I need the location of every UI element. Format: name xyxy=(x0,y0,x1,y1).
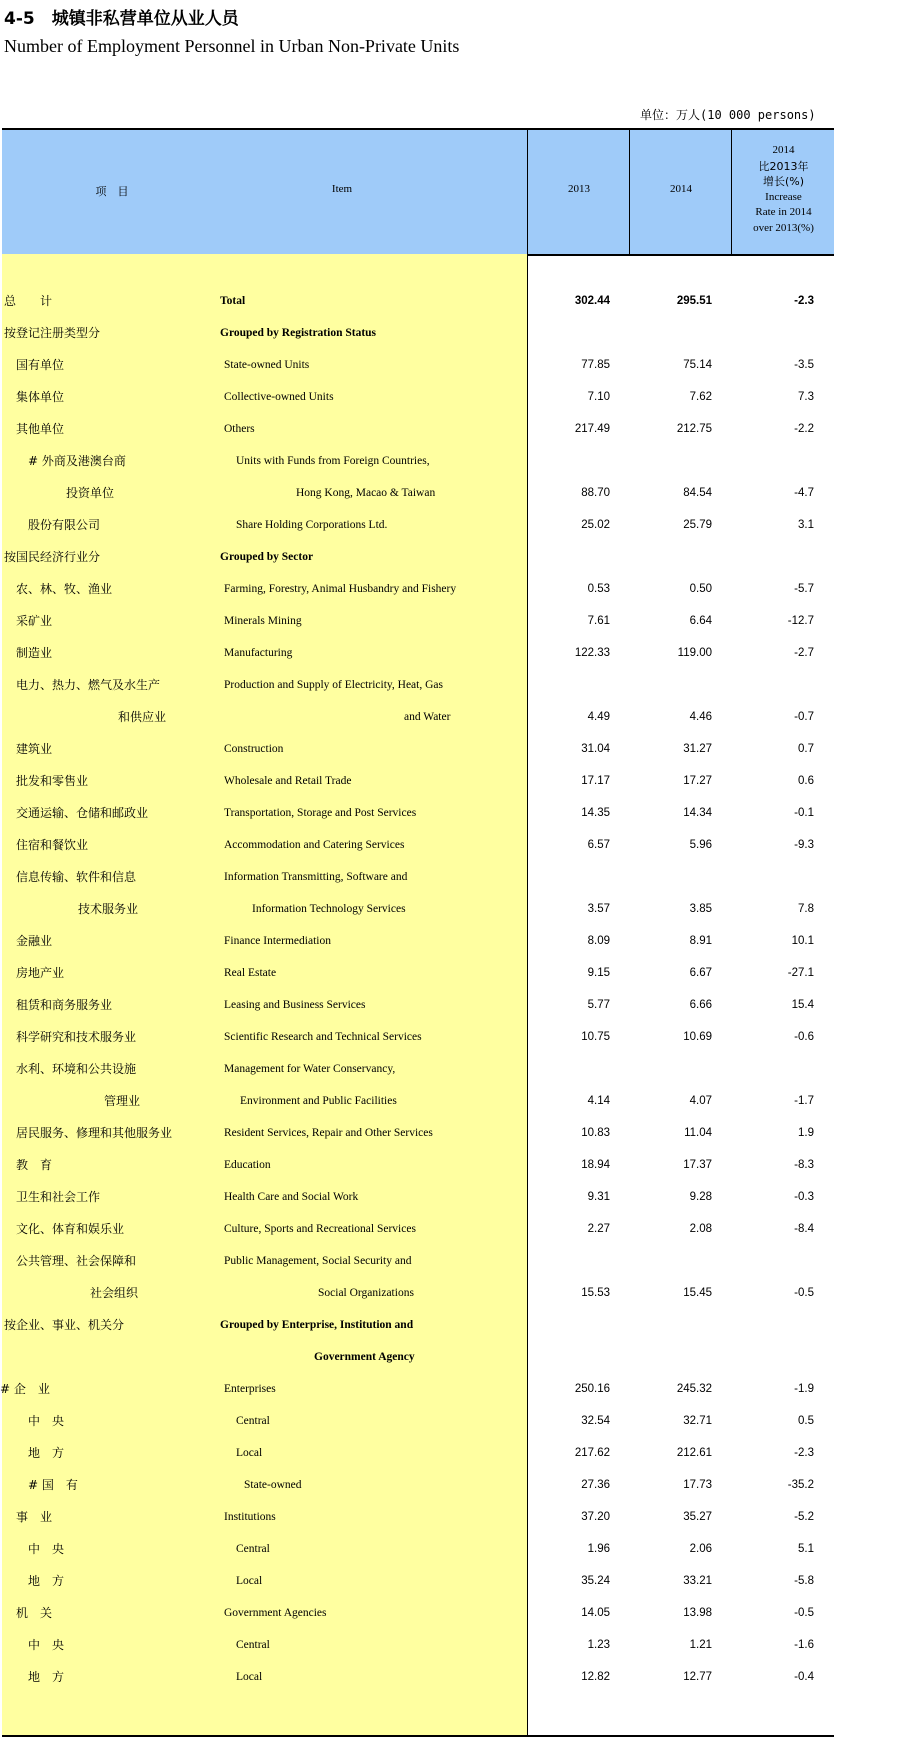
value-2014: 25.79 xyxy=(683,519,712,531)
value-2014: 7.62 xyxy=(689,391,712,403)
row-label-en: Health Care and Social Work xyxy=(224,1191,359,1203)
row-label-cn: 社会组织 xyxy=(90,1286,139,1300)
value-rate: -2.3 xyxy=(794,1447,814,1459)
row-label-cn: 其他单位 xyxy=(16,422,65,436)
table-row xyxy=(0,989,834,1021)
row-label-en: Wholesale and Retail Trade xyxy=(224,775,352,787)
row-label-en: Share Holding Corporations Ltd. xyxy=(236,519,388,531)
value-rate: 5.1 xyxy=(798,1543,814,1555)
value-2014: 119.00 xyxy=(677,647,712,659)
value-2013: 10.75 xyxy=(581,1031,610,1043)
row-label-en: Culture, Sports and Recreational Services xyxy=(224,1223,416,1235)
value-2014: 8.91 xyxy=(689,935,712,947)
row-label-en: Collective-owned Units xyxy=(224,391,334,403)
table-row xyxy=(0,1629,834,1661)
row-label-en: Local xyxy=(236,1575,263,1587)
value-2013: 2.27 xyxy=(587,1223,610,1235)
value-2013: 14.35 xyxy=(581,807,610,819)
row-label-cn: 租赁和商务服务业 xyxy=(16,998,113,1012)
value-2013: 4.14 xyxy=(587,1095,610,1107)
row-label-en: Local xyxy=(236,1447,263,1459)
row-label-cn: 教 育 xyxy=(16,1158,53,1172)
row-label-en: Information Transmitting, Software and xyxy=(224,871,408,883)
row-label-cn: 股份有限公司 xyxy=(28,518,101,532)
table-row xyxy=(0,957,834,989)
table-row xyxy=(0,1245,834,1277)
row-label-en: Construction xyxy=(224,743,284,755)
row-label-cn: 事 业 xyxy=(16,1510,53,1524)
value-2013: 9.31 xyxy=(587,1191,610,1203)
row-label-cn: 按企业、事业、机关分 xyxy=(4,1318,125,1332)
table-row xyxy=(0,1181,834,1213)
table-row xyxy=(0,1373,834,1405)
value-2014: 9.28 xyxy=(689,1191,712,1203)
row-label-en: Enterprises xyxy=(224,1383,276,1395)
value-rate: -0.1 xyxy=(794,807,814,819)
table-row xyxy=(0,381,834,413)
value-2013: 35.24 xyxy=(581,1575,610,1587)
value-2013: 27.36 xyxy=(581,1479,610,1491)
value-rate: -1.9 xyxy=(794,1383,814,1395)
table-row xyxy=(0,605,834,637)
value-2014: 5.96 xyxy=(689,839,712,851)
row-label-cn: 采矿业 xyxy=(16,614,53,628)
table-row xyxy=(0,477,834,509)
value-2014: 32.71 xyxy=(683,1415,712,1427)
value-2013: 217.49 xyxy=(574,423,610,435)
row-label-en: Central xyxy=(236,1415,270,1427)
row-label-cn: 地 方 xyxy=(28,1446,65,1460)
header-rate xyxy=(733,143,834,236)
row-label-cn: 投资单位 xyxy=(66,486,115,500)
value-2014: 4.46 xyxy=(689,711,712,723)
value-2014: 17.73 xyxy=(683,1479,712,1491)
header-item-en: Item xyxy=(331,183,353,195)
row-label-en: Grouped by Registration Status xyxy=(220,327,377,339)
value-rate: -5.2 xyxy=(794,1511,814,1523)
row-label-en: State-owned xyxy=(244,1479,302,1491)
value-2013: 302.44 xyxy=(574,295,610,307)
row-label-cn: 中 央 xyxy=(28,1638,65,1652)
row-label-en: Education xyxy=(224,1159,271,1171)
row-label-en: Farming, Forestry, Animal Husbandry and Fishery xyxy=(224,583,457,595)
row-label-en: Manufacturing xyxy=(224,647,293,659)
value-2013: 14.05 xyxy=(581,1607,610,1619)
row-label-en: Central xyxy=(236,1639,270,1651)
row-label-en: Finance Intermediation xyxy=(224,935,331,947)
value-2013: 32.54 xyxy=(581,1415,610,1427)
row-label-cn: 技术服务业 xyxy=(78,902,139,916)
row-label-cn: 中 央 xyxy=(28,1542,65,1556)
value-rate: -0.7 xyxy=(794,711,814,723)
table-row xyxy=(0,1149,834,1181)
value-2013: 37.20 xyxy=(581,1511,610,1523)
row-label-cn: 房地产业 xyxy=(16,966,65,980)
value-2014: 12.77 xyxy=(683,1671,712,1683)
value-2014: 17.27 xyxy=(683,775,712,787)
table-row xyxy=(0,1117,834,1149)
row-label-cn: # 国 有 xyxy=(28,1478,78,1492)
value-2014: 212.61 xyxy=(676,1447,712,1459)
row-label-en: Transportation, Storage and Post Services xyxy=(224,807,417,819)
row-label-cn: 水利、环境和公共设施 xyxy=(16,1062,137,1076)
row-label-en: Scientific Research and Technical Services xyxy=(224,1031,422,1043)
table-row xyxy=(0,573,834,605)
header-rate-line: Increase xyxy=(765,190,802,203)
row-label-cn: # 外商及港澳台商 xyxy=(28,454,126,468)
row-label-cn: 机 关 xyxy=(16,1606,53,1620)
value-rate: 0.5 xyxy=(798,1415,814,1427)
value-rate: -0.3 xyxy=(794,1191,814,1203)
value-2013: 5.77 xyxy=(587,999,610,1011)
value-2013: 77.85 xyxy=(581,359,610,371)
value-rate: -2.7 xyxy=(794,647,814,659)
table-row xyxy=(0,1053,834,1085)
value-2013: 250.16 xyxy=(574,1383,610,1395)
row-label-cn: 交通运输、仓储和邮政业 xyxy=(16,806,149,820)
row-label-en: Local xyxy=(236,1671,263,1683)
table-row xyxy=(0,765,834,797)
value-2013: 4.49 xyxy=(587,711,610,723)
value-rate: 0.7 xyxy=(798,743,814,755)
row-label-cn: 农、林、牧、渔业 xyxy=(16,582,113,596)
value-rate: 7.8 xyxy=(798,903,814,915)
value-rate: -8.3 xyxy=(794,1159,814,1171)
value-2014: 75.14 xyxy=(683,359,712,371)
value-2014: 6.66 xyxy=(689,999,712,1011)
row-label-cn: 地 方 xyxy=(28,1574,65,1588)
value-rate: -4.7 xyxy=(794,487,814,499)
row-label-cn: 住宿和餐饮业 xyxy=(16,838,89,852)
value-2014: 15.45 xyxy=(683,1287,712,1299)
value-2014: 4.07 xyxy=(689,1095,712,1107)
value-2014: 35.27 xyxy=(683,1511,712,1523)
value-rate: 0.6 xyxy=(798,775,814,787)
value-2014: 295.51 xyxy=(676,295,712,307)
header-item-cn: 项 目 xyxy=(95,185,129,198)
row-label-en: Real Estate xyxy=(224,967,277,979)
value-rate: -0.5 xyxy=(794,1287,814,1299)
table-row xyxy=(0,1277,834,1309)
row-label-cn: 地 方 xyxy=(28,1670,65,1684)
table-bottom-rule xyxy=(2,1735,834,1737)
row-label-en: State-owned Units xyxy=(224,359,310,371)
row-label-en: Management for Water Conservancy, xyxy=(224,1063,396,1075)
value-rate: -5.8 xyxy=(794,1575,814,1587)
row-label-cn: 集体单位 xyxy=(16,390,65,404)
value-2013: 122.33 xyxy=(574,647,610,659)
header-rate-line: 比2013年 xyxy=(758,159,809,173)
value-rate: -35.2 xyxy=(787,1479,814,1491)
table-row xyxy=(0,1213,834,1245)
table-row xyxy=(0,1533,834,1565)
table-row xyxy=(0,733,834,765)
value-2013: 31.04 xyxy=(581,743,610,755)
table-row xyxy=(0,893,834,925)
table-row xyxy=(0,1661,834,1693)
row-label-en: Total xyxy=(220,295,246,307)
value-2014: 6.64 xyxy=(689,615,712,627)
value-rate: -0.6 xyxy=(794,1031,814,1043)
page-title-cn: 4-5 城镇非私营单位从业人员 xyxy=(4,9,239,29)
row-label-cn: 居民服务、修理和其他服务业 xyxy=(16,1126,173,1140)
table-row xyxy=(0,797,834,829)
row-label-cn: 批发和零售业 xyxy=(16,774,89,788)
value-2014: 84.54 xyxy=(683,487,712,499)
page-title-en: Number of Employment Personnel in Urban Non-Private Units xyxy=(4,36,460,56)
unit-label: 单位：万人(10 000 persons) xyxy=(640,108,816,122)
table-row xyxy=(0,1469,834,1501)
table-row xyxy=(0,829,834,861)
value-2013: 7.10 xyxy=(587,391,610,403)
table-row xyxy=(0,541,834,573)
value-2013: 6.57 xyxy=(587,839,610,851)
table-row xyxy=(0,1405,834,1437)
value-2013: 15.53 xyxy=(581,1287,610,1299)
value-2013: 12.82 xyxy=(581,1671,610,1683)
row-label-cn: 卫生和社会工作 xyxy=(16,1190,101,1204)
row-label-en: Central xyxy=(236,1543,270,1555)
row-label-en: Information Technology Services xyxy=(252,903,406,915)
table-row xyxy=(0,317,834,349)
row-label-cn: 金融业 xyxy=(16,934,53,948)
value-2014: 2.06 xyxy=(689,1543,712,1555)
row-label-cn: # 企 业 xyxy=(0,1382,50,1396)
value-2014: 6.67 xyxy=(689,967,712,979)
value-rate: -27.1 xyxy=(787,967,814,979)
value-rate: -9.3 xyxy=(794,839,814,851)
header-rate-line: 2014 xyxy=(772,144,795,156)
table-row xyxy=(0,1501,834,1533)
value-rate: -0.5 xyxy=(794,1607,814,1619)
row-label-cn: 文化、体育和娱乐业 xyxy=(16,1222,125,1236)
row-label-cn: 按登记注册类型分 xyxy=(4,326,101,340)
value-rate: -0.4 xyxy=(794,1671,814,1683)
value-2013: 1.23 xyxy=(587,1639,610,1651)
row-label-en: Units with Funds from Foreign Countries, xyxy=(236,455,430,467)
value-rate: -8.4 xyxy=(794,1223,814,1235)
table-row xyxy=(0,349,834,381)
value-rate: -1.6 xyxy=(794,1639,814,1651)
table-row xyxy=(0,1565,834,1597)
value-2013: 8.09 xyxy=(587,935,610,947)
row-label-cn: 和供应业 xyxy=(118,710,167,724)
row-label-cn: 建筑业 xyxy=(16,742,53,756)
value-2013: 7.61 xyxy=(587,615,610,627)
row-label-en: Resident Services, Repair and Other Services xyxy=(224,1127,433,1139)
table-row xyxy=(0,1021,834,1053)
value-2013: 9.15 xyxy=(587,967,610,979)
row-label-cn: 电力、热力、燃气及水生产 xyxy=(16,678,161,692)
value-2013: 88.70 xyxy=(581,487,610,499)
value-2013: 1.96 xyxy=(587,1543,610,1555)
table-row xyxy=(0,1597,834,1629)
header-rate-line: 增长(%) xyxy=(762,175,805,188)
row-label-en: Accommodation and Catering Services xyxy=(224,839,405,851)
value-2014: 10.69 xyxy=(683,1031,712,1043)
row-label-en: Others xyxy=(224,423,255,435)
value-2014: 14.34 xyxy=(683,807,712,819)
value-2013: 10.83 xyxy=(581,1127,610,1139)
row-label-en: Minerals Mining xyxy=(224,615,302,627)
table-row xyxy=(0,509,834,541)
row-label-en: Public Management, Social Security and xyxy=(224,1255,412,1267)
value-2013: 0.53 xyxy=(587,583,610,595)
row-label-en: Institutions xyxy=(224,1511,276,1523)
value-rate: 10.1 xyxy=(791,935,814,947)
row-label-cn: 科学研究和技术服务业 xyxy=(16,1030,137,1044)
table-row xyxy=(0,925,834,957)
row-label-en: Government Agencies xyxy=(224,1607,327,1619)
value-2014: 11.04 xyxy=(684,1127,712,1139)
table-row xyxy=(0,669,834,701)
header-2013: 2013 xyxy=(568,183,590,195)
value-2014: 1.21 xyxy=(689,1639,712,1651)
row-label-en: Hong Kong, Macao & Taiwan xyxy=(296,487,436,499)
row-label-cn: 信息传输、软件和信息 xyxy=(16,870,137,884)
value-rate: 3.1 xyxy=(798,519,814,531)
row-label-en: Grouped by Sector xyxy=(220,551,314,563)
row-label-en: Production and Supply of Electricity, Heat, Gas xyxy=(224,679,443,691)
value-2014: 212.75 xyxy=(676,423,712,435)
table-row xyxy=(0,1085,834,1117)
row-label-en: Government Agency xyxy=(314,1351,415,1363)
row-label-en: Grouped by Enterprise, Institution and xyxy=(220,1319,414,1331)
table-row xyxy=(0,1341,834,1373)
table-row xyxy=(0,637,834,669)
value-2014: 33.21 xyxy=(683,1575,712,1587)
table-header xyxy=(2,128,834,256)
value-2013: 3.57 xyxy=(587,903,610,915)
value-rate: 1.9 xyxy=(798,1127,814,1139)
row-label-cn: 管理业 xyxy=(104,1094,141,1108)
table-row xyxy=(0,1309,834,1341)
value-2014: 31.27 xyxy=(683,743,712,755)
row-label-cn: 公共管理、社会保障和 xyxy=(16,1254,137,1268)
value-rate: 15.4 xyxy=(791,999,814,1011)
header-rate-line: over 2013(%) xyxy=(753,221,814,234)
value-rate: 7.3 xyxy=(798,391,814,403)
value-rate: -12.7 xyxy=(787,615,814,627)
value-2013: 217.62 xyxy=(574,1447,610,1459)
value-rate: -3.5 xyxy=(794,359,814,371)
table-row xyxy=(0,861,834,893)
value-rate: -5.7 xyxy=(794,583,814,595)
value-2014: 3.85 xyxy=(689,903,712,915)
table-row xyxy=(0,701,834,733)
row-label-cn: 国有单位 xyxy=(16,358,65,372)
row-label-cn: 总 计 xyxy=(4,294,53,308)
value-2014: 13.98 xyxy=(683,1607,712,1619)
table-row xyxy=(0,413,834,445)
value-2014: 245.32 xyxy=(676,1383,712,1395)
header-rate-line: Rate in 2014 xyxy=(755,206,812,218)
row-label-en: Environment and Public Facilities xyxy=(240,1095,397,1107)
value-rate: -2.3 xyxy=(794,295,814,307)
value-2013: 25.02 xyxy=(581,519,610,531)
row-label-cn: 制造业 xyxy=(16,646,53,660)
row-label-cn: 按国民经济行业分 xyxy=(4,550,101,564)
value-rate: -1.7 xyxy=(794,1095,814,1107)
value-2014: 17.37 xyxy=(683,1159,712,1171)
table-row xyxy=(0,445,834,477)
row-label-en: Leasing and Business Services xyxy=(224,999,366,1011)
row-label-en: and Water xyxy=(404,711,451,723)
value-2013: 17.17 xyxy=(581,775,610,787)
value-2014: 0.50 xyxy=(689,583,712,595)
value-2014: 2.08 xyxy=(689,1223,712,1235)
value-2013: 18.94 xyxy=(581,1159,610,1171)
value-rate: -2.2 xyxy=(794,423,814,435)
row-label-cn: 中 央 xyxy=(28,1414,65,1428)
table-row xyxy=(0,1437,834,1469)
row-label-en: Social Organizations xyxy=(318,1287,414,1299)
table-row xyxy=(0,285,834,317)
header-2014: 2014 xyxy=(670,183,692,195)
